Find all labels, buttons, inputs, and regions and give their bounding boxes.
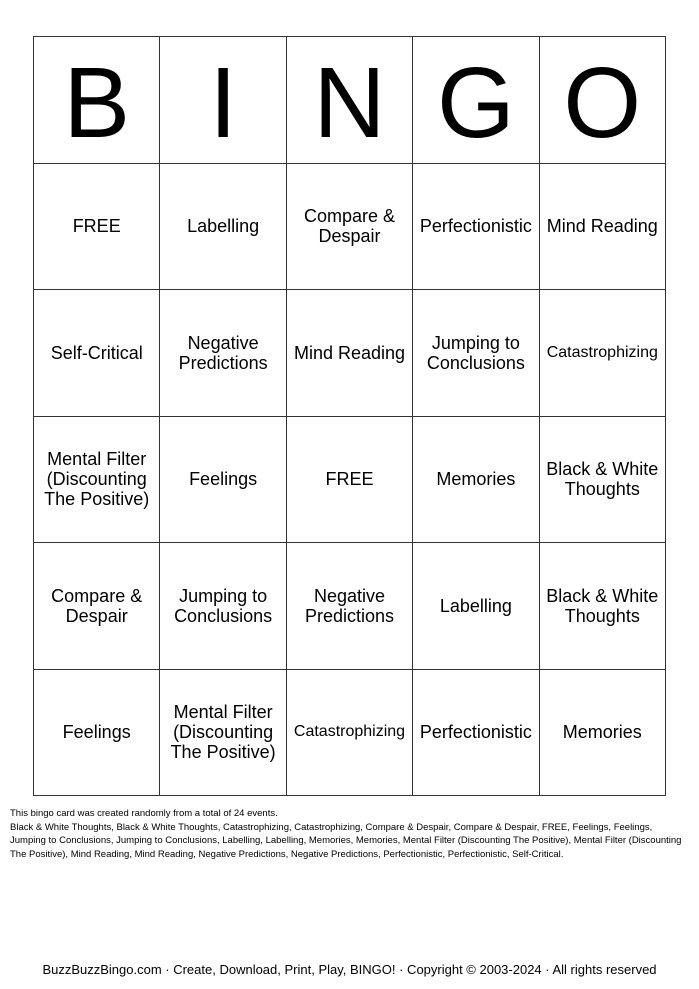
bingo-cell: Labelling [160, 164, 286, 291]
bingo-cell: Labelling [413, 543, 539, 670]
bingo-card [33, 36, 666, 796]
bingo-cell: Mind Reading [540, 164, 666, 291]
bingo-cell: Jumping to Conclusions [160, 543, 286, 670]
bingo-cell: Catastrophizing [540, 290, 666, 417]
bingo-cell: Perfectionistic [413, 670, 539, 797]
bingo-cell: Perfectionistic [413, 164, 539, 291]
bingo-cell: Feelings [34, 670, 160, 797]
footnote-events-list: Black & White Thoughts, Black & White Thoughts, Catastrophizing, Catastrophizing, Compare & Despair, Compare & Despair, FREE, Feelings, Feelings, Jumping to Conclusions, Jumping to Conclusions, Labelling, Labelling, Memories, Memories, Mental Filter (Discounting The Positive), Mental Filter (Discounting The Positive), Mind Reading, Mind Reading, Negative Predictions, Negative Predictions, Perfectionistic, Perfectionistic, Self-Critical. [10, 821, 682, 860]
bingo-cell: Catastrophizing [287, 670, 413, 797]
bingo-cell: Memories [540, 670, 666, 797]
events-footnote [10, 807, 690, 861]
bingo-cell: Feelings [160, 417, 286, 544]
bingo-cell: Negative Predictions [160, 290, 286, 417]
bingo-cell: Compare & Despair [287, 164, 413, 291]
bingo-cell: Self-Critical [34, 290, 160, 417]
bingo-cell: Compare & Despair [34, 543, 160, 670]
header-letter-o: O [540, 37, 666, 164]
header-letter-n: N [287, 37, 413, 164]
bingo-cell: Jumping to Conclusions [413, 290, 539, 417]
header-letter-b: B [34, 37, 160, 164]
bingo-cell: FREE [34, 164, 160, 291]
bingo-cell: FREE [287, 417, 413, 544]
bingo-cell: Black & White Thoughts [540, 543, 666, 670]
copyright-footer: BuzzBuzzBingo.com · Create, Download, Print, Play, BINGO! · Copyright © 2003-2024 · All rights reserved [42, 962, 657, 977]
bingo-cell: Mental Filter (Discounting The Positive) [34, 417, 160, 544]
bingo-cell: Mental Filter (Discounting The Positive) [160, 670, 286, 797]
bingo-cell: Memories [413, 417, 539, 544]
header-letter-i: I [160, 37, 286, 164]
bingo-cell: Negative Predictions [287, 543, 413, 670]
footnote-intro: This bingo card was created randomly from a total of 24 events. [10, 808, 278, 819]
bingo-cell: Black & White Thoughts [540, 417, 666, 544]
bingo-cell: Mind Reading [287, 290, 413, 417]
header-letter-g: G [413, 37, 539, 164]
